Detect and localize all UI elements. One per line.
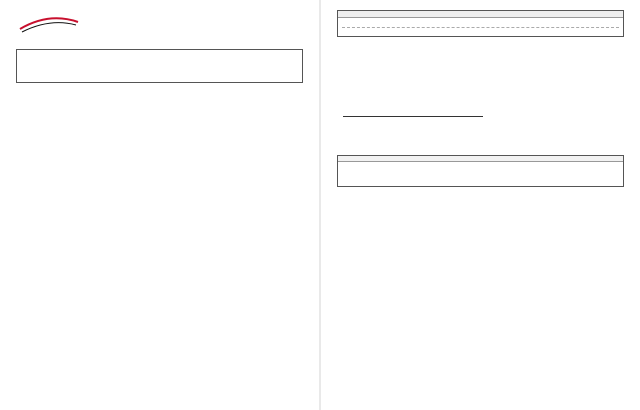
customer-block	[16, 49, 303, 83]
signature-line[interactable]	[343, 116, 483, 117]
invoice-page-1	[0, 0, 319, 410]
discounts-box	[337, 10, 624, 37]
invoice-page-2	[321, 0, 640, 410]
approval-table	[337, 155, 624, 187]
godspeed-logo	[18, 10, 80, 40]
